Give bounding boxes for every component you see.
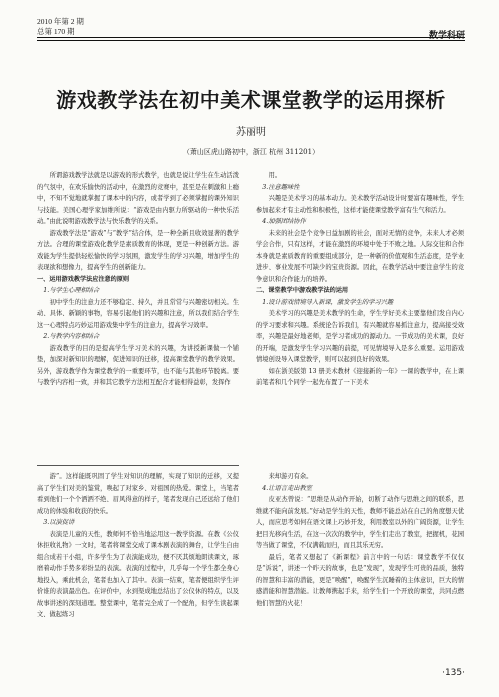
body-paragraph: 游”。这样能既巩固了学生对知识的理解，实现了知识的迁移，又提高了学生们对美的鉴赏，唤起了对家乡、对祖国的热爱。课堂上，当笔者看到他们一个个洒洒不绝、眉风得意的样子，笔者发现自己还远给了他们成功的体验和收获的快乐。 <box>37 473 239 515</box>
issue-year: 2010 年第 2 期 <box>37 17 84 26</box>
body-paragraph: 兴趣是美术学习的基本动力。美术教学活动设计时要富有趣味性，学生参加起来才有主动性和积极性，这样才能使课堂教学富有生气和活力。 <box>256 195 464 214</box>
page-number: ·135· <box>442 668 465 678</box>
body-paragraph: 初中学生的注意力还不够稳定、持久，并且常常与兴趣密切相关。生动、具体、新颖的事物，容易引起他们的兴趣和注意，所以我们结合学生这一心理特点巧妙运用游戏集中学生的注意力，提高学习效率。 <box>37 298 239 329</box>
subsection-heading: 3.以演促讲 <box>43 519 75 526</box>
body-column-3 <box>37 471 239 657</box>
header-rule-thin <box>37 40 465 41</box>
body-paragraph: 皮亚杰曾说：“思维是从动作开始，切断了动作与思维之间的联系，思维就不能向前发展。”好动是学生的天性，教师不能总站在自己的角度想天优人，而应思考如何在语文课上巧妙开发，利用教室以外的广阔资源，让学生把目光移向生活，在这一次次的教学中，学生们走出了教室，把握机，花园等当做了课堂，不仅满载而归，而且其乐无穷。 <box>256 496 464 549</box>
subsection-heading: 4.加强团结协作 <box>262 218 306 225</box>
body-paragraph: 未来的社会是个竞争日益加剧的社会，面对无情的竞争，未来人才必须学会合作，只有这样，才能在激烈的环境中处于不败之地。人际交往和合作本身就是素质教育的重要组成部分，是一种新的价值观和生活态度，是学业进步、事业发展不可缺少的宝贵资源。因此，在教学活动中要注意学生的竞争意识和合作能力的培养。 <box>256 229 464 283</box>
author-affiliation: （萧山区虎山路初中，浙江 杭州 311201） <box>182 148 320 156</box>
issue-info <box>37 17 84 37</box>
body-paragraph: 表演是儿童的天性，教师何不恰当地运用这一教学资源。在教《公仪休拒收礼物》一文时，笔者将课堂交成了课本剧表演的舞台，让学生自由组合成若干小组，许多学生为了表演能成功，便不厌其烦地朗读课文，琢磨着动作手势多彩纷呈的表演。表演的过程中，几乎每一个学生都全身心地投入，乘此机会，笔者也加入了其中。表演一结束，笔者便组织学生评价谁的表演最出色。在评价中，水到渠成地总结出了公仪休的特点，以及故事讲述的深刻道理。整堂课中，笔者完全成了一个配角，但学生读起课文、做起练习 <box>37 530 239 618</box>
body-column-2 <box>256 170 464 468</box>
article-title: 游戏教学法在初中美术课堂教学的运用探析 <box>56 88 446 112</box>
body-paragraph: 游戏教学的目的是提高学生学习美术的兴趣，为讲授新课做一个铺垫，加深对新知识的理解，促进知识的迁移，提高课堂教学的教学效果。另外，游戏教学作为课堂教学的一重要环节，也不能与其他环节脱离。要与教学内容相一致，并和其它教学方法相互配合才能相得益彰，发挥作 <box>37 344 239 386</box>
body-paragraph: 最后，笔者又想起了《新课程》前言中的一句话：课堂教学不仅仅是“诉说”，讲述一个昨天的故事，也是“发现”，发现学生可贵的品质，独特的智慧和丰富的潜能，更是“唤醒”，唤醒学生沉睡着的主体意识，巨大的情感潜能和智慧潜能。让教师携起手来，给学生们一个开放的课堂，共同点燃他们智慧的火花！ <box>256 553 464 607</box>
body-paragraph: 用。 <box>268 172 282 179</box>
running-header <box>37 17 465 47</box>
subsection-heading: 3.注意趣味性 <box>262 183 300 191</box>
body-paragraph: 如在浙美版第 13 册美术教材《迎接新的一年》一课的教学中，在上课前笔者和几个同学一起先布置了一下美术 <box>256 367 464 386</box>
issue-total: 总第 170 期 <box>37 27 75 36</box>
column-divider <box>37 465 239 466</box>
header-rule <box>37 37 465 38</box>
subsection-heading: 1.设计游戏情境导入新课，激发学生的学习兴趣 <box>262 298 394 306</box>
body-paragraph: 游戏教学法是“游戏”与“教学”结合体，是一种全新且收效显著的教学方法。合理的课堂游戏化教学是素质教育的体现，更是一种创新方法。游戏能为学生提供轻松愉快的学习氛围，激发学生的学习兴趣，增加学生的表现欲和想像力，提高学生的创新能力。 <box>37 229 239 271</box>
section-heading: 二、课堂教学中游戏教学法的运用 <box>256 287 349 294</box>
body-column-4 <box>256 471 464 657</box>
subsection-heading: 4.让语言走出教室 <box>262 484 312 492</box>
author-name: 苏丽明 <box>236 127 266 138</box>
body-paragraph: 来却游刃有余。 <box>268 473 313 480</box>
body-paragraph: 美术学习的兴趣是美术教学的生命，学生学好美术主要靠他们发自内心的学习要求和兴趣。系统论告诉我们，有兴趣就容易抓注意力，提高接受效率，兴趣是最好地老师，是学习者成功的源动力。一节成功的美术课，良好的开端，是激发学生学习兴趣的前提，可见情境导入是多么重要。运用游戏情境创设导入课堂教学，则可以起到良好的效果。 <box>256 310 464 363</box>
subsection-heading: 2.与教学内容相结合 <box>43 333 100 340</box>
section-name: 数学科研 <box>428 31 465 41</box>
subsection-heading: 1.与学生心理相结合 <box>43 287 100 294</box>
body-paragraph: 所谓游戏教学法就是以游戏的形式教学，也就是说让学生在生动活泼的气氛中，在欢乐愉快的活动中，在激烈的竞赛中，甚至是在刺激和上瘾中，不知不觉地就掌握了课本中的内容，或者学到了必须掌握的课外知识与技能。美国心理学家加维所说：“游戏是由内驱力所驱动的一种快乐活动。”由此说明游戏教学法与快乐教学的关系。 <box>37 172 239 225</box>
body-column-1 <box>37 170 239 468</box>
section-heading: 一、运用游戏教学法应注意的原则 <box>37 275 130 283</box>
